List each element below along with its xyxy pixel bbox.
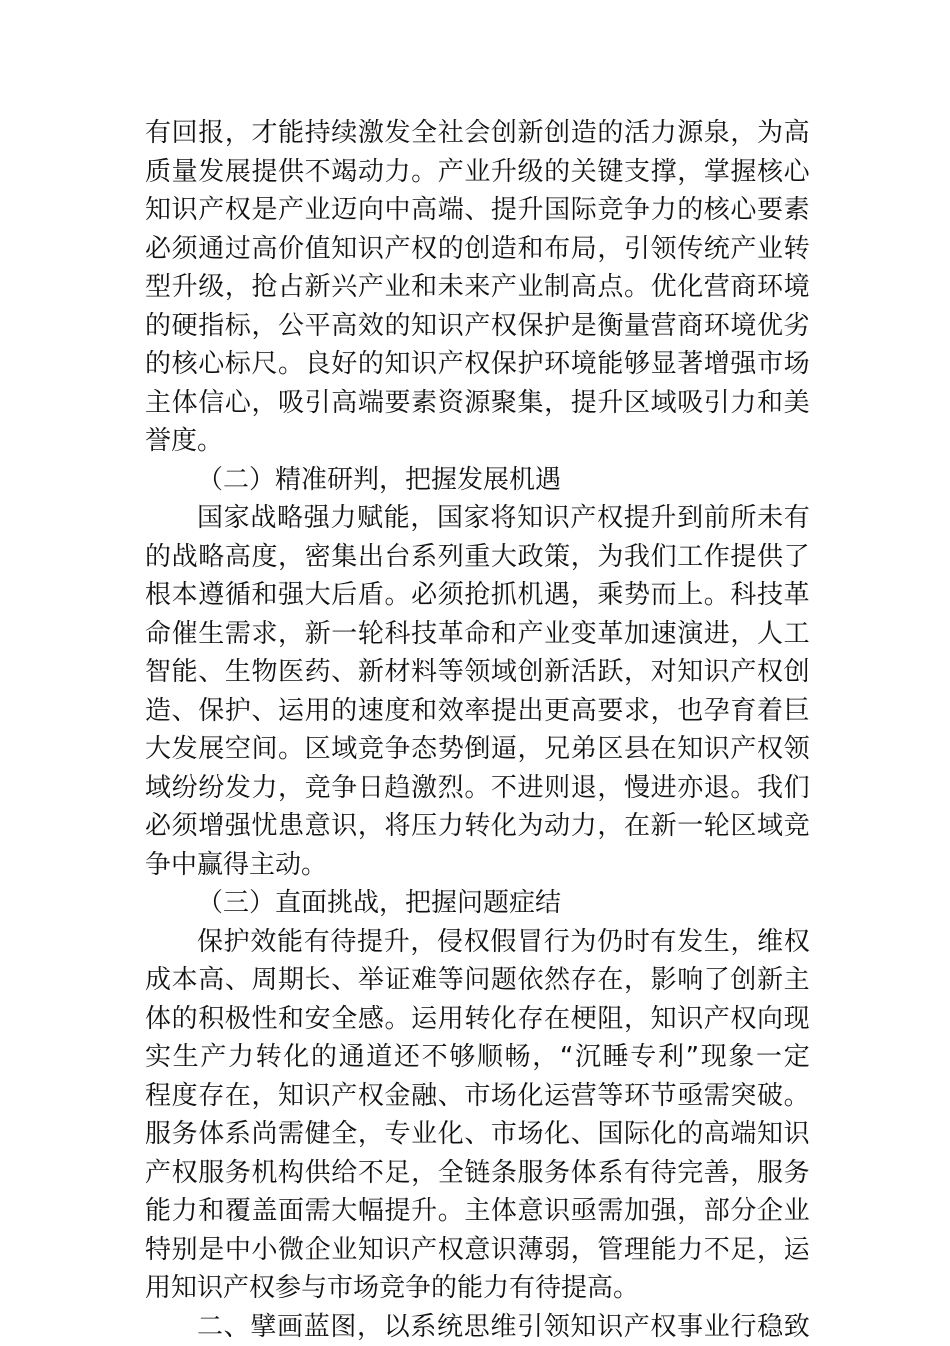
text-line: 造 、 保 护 、 运 用 的 速 度 和 效 率 提 出 更 高 要 求 ， 也 孕 育 着 巨 [145,692,810,731]
text-line: 的 核 心 标 尺 。 良 好 的 知 识 产 权 保 护 环 境 能 够 显 著 增 强 市 场 [145,345,810,384]
text-line: 的 硬 指 标 ， 公 平 高 效 的 知 识 产 权 保 护 是 衡 量 营 商 环 境 优 劣 [145,307,810,346]
text-line: 根 本 遵 循 和 强 大 后 盾 。 必 须 抢 抓 机 遇 ， 乘 势 而 上 。 科 技 革 [145,576,810,615]
text-line: 必 须 增 强 忧 患 意 识 ， 将 压 力 转 化 为 动 力 ， 在 新 一 轮 区 域 竞 [145,807,810,846]
text-line: 争中赢得主动。 [145,846,810,885]
text-line: 体 的 积 极 性 和 安 全 感 。 运 用 转 化 存 在 梗 阻 ， 知 识 产 权 向 现 [145,1000,810,1039]
chapter-heading-2: 二 、 擘 画 蓝 图 ， 以 系 统 思 维 引 领 知 识 产 权 事 业 行 稳 致 [145,1308,810,1346]
text-line: 主 体 信 心 ， 吸 引 高 端 要 素 资 源 聚 集 ， 提 升 区 域 吸 引 力 和 美 [145,384,810,423]
paragraph-3 [145,923,810,1308]
paragraph-2 [145,499,810,884]
text-line: 保 护 效 能 有 待 提 升 ， 侵 权 假 冒 行 为 仍 时 有 发 生 ， 维 权 [145,923,810,962]
text-line: 知 识 产 权 是 产 业 迈 向 中 高 端 、 提 升 国 际 竞 争 力 的 核 心 要 素 [145,191,810,230]
text-line: 的 战 略 高 度 ， 密 集 出 台 系 列 重 大 政 策 ， 为 我 们 工 作 提 供 了 [145,538,810,577]
text-line: 大 发 展 空 间 。 区 域 竞 争 态 势 倒 逼 ， 兄 弟 区 县 在 知 识 产 权 领 [145,730,810,769]
text-line: 必 须 通 过 高 价 值 知 识 产 权 的 创 造 和 布 局 ， 引 领 传 统 产 业 转 [145,230,810,269]
text-line: 国 家 战 略 强 力 赋 能 ， 国 家 将 知 识 产 权 提 升 到 前 所 未 有 [145,499,810,538]
text-line: 产 权 服 务 机 构 供 给 不 足 ， 全 链 条 服 务 体 系 有 待 完 善 ， 服 务 [145,1154,810,1193]
section-heading-3: （三）直面挑战，把握问题症结 [145,884,810,923]
text-line: 誉度。 [145,422,810,461]
text-line: 服 务 体 系 尚 需 健 全 ， 专 业 化 、 市 场 化 、 国 际 化 的 高 端 知 识 [145,1115,810,1154]
section-heading-2: （二）精准研判，把握发展机遇 [145,461,810,500]
text-line: 域 纷 纷 发 力 ， 竞 争 日 趋 激 烈 。 不 进 则 退 ， 慢 进 亦 退 。 我 们 [145,769,810,808]
text-line: 质 量 发 展 提 供 不 竭 动 力 。 产 业 升 级 的 关 键 支 撑 ， 掌 握 核 心 [145,153,810,192]
text-line: 型 升 级 ， 抢 占 新 兴 产 业 和 未 来 产 业 制 高 点 。 优 化 营 商 环 境 [145,268,810,307]
paragraph-1 [145,114,810,461]
text-line: 能 力 和 覆 盖 面 需 大 幅 提 升 。 主 体 意 识 亟 需 加 强 ， 部 分 企 业 [145,1192,810,1231]
text-line: 特 别 是 中 小 微 企 业 知 识 产 权 意 识 薄 弱 ， 管 理 能 力 不 足 ， 运 [145,1231,810,1270]
text-line: 智 能 、 生 物 医 药 、 新 材 料 等 领 域 创 新 活 跃 ， 对 知 识 产 权 创 [145,653,810,692]
text-line: 实 生 产 力 转 化 的 通 道 还 不 够 顺 畅 ， “ 沉 睡 专 利 ” 现 象 一 定 [145,1038,810,1077]
text-line: 命 催 生 需 求 ， 新 一 轮 科 技 革 命 和 产 业 变 革 加 速 演 进 ， 人 工 [145,615,810,654]
document-body [145,114,810,1346]
text-line: 有 回 报 ， 才 能 持 续 激 发 全 社 会 创 新 创 造 的 活 力 源 泉 ， 为 高 [145,114,810,153]
text-line: 成 本 高 、 周 期 长 、 举 证 难 等 问 题 依 然 存 在 ， 影 响 了 创 新 主 [145,961,810,1000]
text-line: 用知识产权参与市场竞争的能力有待提高。 [145,1269,810,1308]
text-line: 程 度 存 在 ， 知 识 产 权 金 融 、 市 场 化 运 营 等 环 节 亟 需 突 破 。 [145,1077,810,1116]
